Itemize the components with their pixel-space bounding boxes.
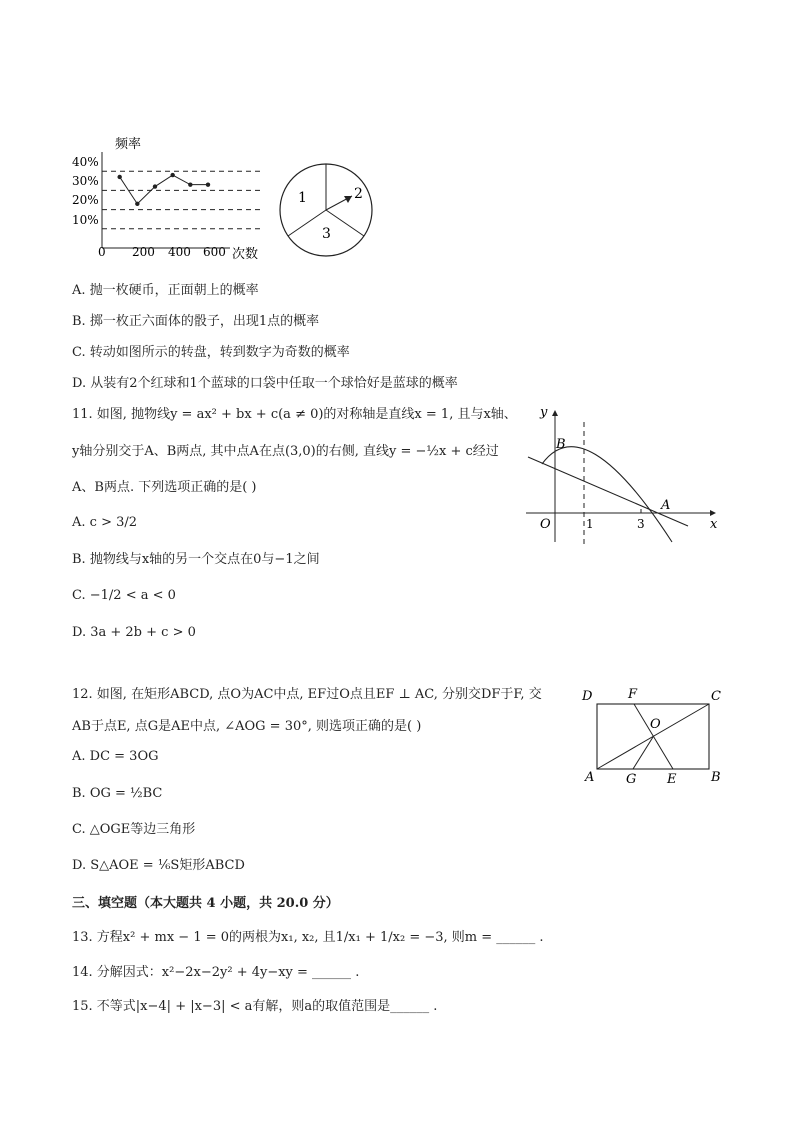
rectangle-figure [578,684,728,790]
fig11-y-label: y [540,405,548,420]
data-point-0 [117,175,121,179]
data-point-5 [206,182,210,186]
xtick-200: 200 [132,245,155,259]
fig12-e: E [667,772,677,787]
data-point-1 [135,202,139,206]
q10-option-a: A. 抛一枚硬币，正面朝上的概率 [72,283,259,298]
q12-option-c: C. △OGE等边三角形 [72,822,196,837]
ytick-30: 30% [72,174,99,188]
xtick-0: 0 [98,245,106,259]
spinner-label-3: 3 [322,226,331,242]
q11-option-b: B. 抛物线与x轴的另一个交点在0与−1之间 [72,552,320,567]
xtick-600: 600 [203,245,226,259]
q11-stem-line3: A、B两点. 下列选项正确的是( ) [72,480,257,495]
fig11-origin-label: O [540,517,551,532]
q15-text: 15. 不等式|x−4| + |x−3| < a有解，则a的取值范围是______ . [72,999,438,1014]
fig11-point-a: A [661,498,671,513]
frequency-series-line [120,175,208,204]
q10-option-d: D. 从装有2个红球和1个蓝球的口袋中任取一个球恰好是蓝球的概率 [72,376,458,391]
data-point-4 [188,182,192,186]
q14-text: 14. 分解因式：x²−2x−2y² + 4y−xy = ______ . [72,965,360,980]
data-point-2 [153,184,157,188]
q11-stem-line2: y轴分别交于A、B两点, 其中点A在点(3,0)的右侧, 直线y = −½x + c经过 [72,444,499,459]
q10-option-b: B. 掷一枚正六面体的骰子，出现1点的概率 [72,314,320,329]
fig11-x-arrow-icon [710,510,716,516]
ytick-10: 10% [72,213,99,227]
ytick-40: 40% [72,155,99,169]
q11-stem-line1: 11. 如图, 抛物线y = ax² + bx + c(a ≠ 0)的对称轴是直线x = 1, 且与x轴、 [72,407,517,422]
q12-option-d: D. S△AOE = ⅙S矩形ABCD [72,858,245,873]
q11-option-c: C. −1/2 < a < 0 [72,588,176,603]
fig11-y-arrow-icon [552,410,558,416]
line-ab [528,457,688,526]
parabola-curve [542,447,672,542]
spinner-label-1: 1 [298,190,307,206]
spinner-divider-left [288,210,326,236]
frequency-chart [60,130,270,265]
q11-option-a: A. c > 3/2 [72,515,138,530]
spinner-label-2: 2 [354,186,363,202]
fig12-d: D [582,689,593,704]
fig12-g: G [626,772,637,787]
fig11-tick-1: 1 [586,517,594,531]
q13-text: 13. 方程x² + mx − 1 = 0的两根为x₁, x₂, 且1/x₁ + 1/x₂ = −3, 则m = ______ . [72,930,544,945]
ytick-20: 20% [72,193,99,207]
fig11-point-b: B [556,437,566,452]
fig12-c: C [711,689,721,704]
q12-stem-line1: 12. 如图, 在矩形ABCD, 点O为AC中点, EF过O点且EF ⊥ AC, 分别交DF于F, 交 [72,687,542,702]
q10-option-c: C. 转动如图所示的转盘，转到数字为奇数的概率 [72,345,350,360]
fig12-a: A [585,770,595,785]
q12-stem-line2: AB于点E, 点G是AE中点, ∠AOG = 30°, 则选项正确的是( ) [72,719,422,734]
data-point-3 [170,173,174,177]
chart-xlabel: 次数 [232,247,259,262]
fig11-x-label: x [710,517,718,532]
fig12-f: F [628,687,638,702]
spinner-divider-right [326,210,364,236]
xtick-400: 400 [168,245,191,259]
fig12-b: B [711,770,721,785]
q12-option-a: A. DC = 3OG [72,749,159,764]
chart-ylabel: 频率 [115,137,142,152]
fig12-o: O [650,717,661,732]
q12-option-b: B. OG = ½BC [72,786,163,801]
section-heading: 三、填空题（本大题共 4 小题，共 20.0 分） [72,896,339,911]
q11-option-d: D. 3a + 2b + c > 0 [72,625,196,640]
fig11-tick-3: 3 [637,517,645,531]
spinner-figure [278,160,378,260]
segment-ef [634,704,673,769]
parabola-figure [520,402,725,547]
